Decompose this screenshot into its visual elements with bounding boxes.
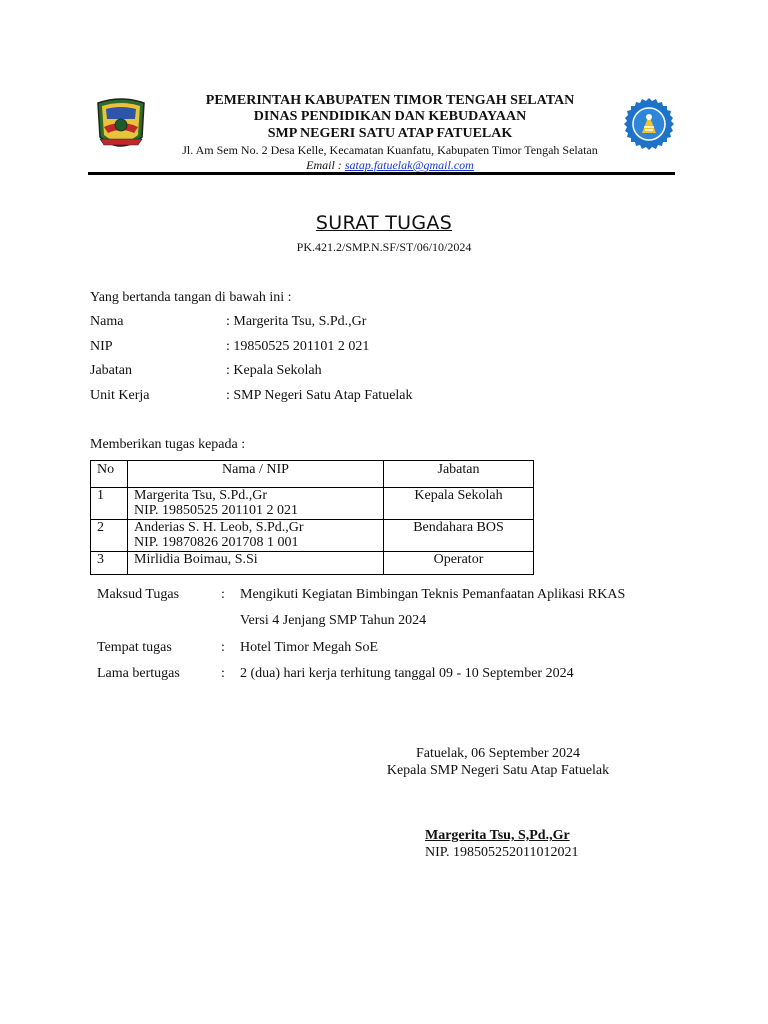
header-no: No xyxy=(91,461,128,488)
letterhead-divider xyxy=(88,172,675,175)
table-row xyxy=(91,520,534,552)
signer-nama-label: Nama xyxy=(90,314,124,329)
signer-unit-label: Unit Kerja xyxy=(90,388,150,403)
row-nama-nip xyxy=(128,520,384,552)
header-jabatan: Jabatan xyxy=(384,461,534,488)
table-row xyxy=(91,552,534,575)
kop-agency: DINAS PENDIDIKAN DAN KEBUDAYAAN xyxy=(253,109,527,124)
row-nama: Anderias S. H. Leob, S.Pd.,Gr xyxy=(134,520,304,535)
row-jabatan: Bendahara BOS xyxy=(384,520,534,552)
row-no: 1 xyxy=(91,488,128,520)
maksud-label: Maksud Tugas xyxy=(97,587,180,602)
row-no: 2 xyxy=(91,520,128,552)
document-number: PK.421.2/SMP.N.SF/ST/06/10/2024 xyxy=(296,240,472,254)
signer-jabatan-value: : Kepala Sekolah xyxy=(226,363,322,378)
signer-jabatan-label: Jabatan xyxy=(90,363,132,378)
tut-wuri-handayani-logo xyxy=(622,97,676,155)
assignment-intro: Memberikan tugas kepada : xyxy=(90,437,246,452)
lama-colon: : xyxy=(221,666,225,681)
row-nama-nip xyxy=(128,488,384,520)
row-jabatan: Operator xyxy=(384,552,534,575)
kop-address: Jl. Am Sem No. 2 Desa Kelle, Kecamatan Kuanfatu, Kabupaten Timor Tengah Selatan xyxy=(182,143,598,157)
signer-nip-label: NIP xyxy=(90,339,113,354)
lama-label: Lama bertugas xyxy=(97,666,180,681)
tempat-colon: : xyxy=(221,640,225,655)
tempat-value: Hotel Timor Megah SoE xyxy=(240,640,379,655)
maksud-value-line2: Versi 4 Jenjang SMP Tahun 2024 xyxy=(240,613,427,628)
email-label: Email : xyxy=(306,158,342,172)
signature-nip: NIP. 198505252011012021 xyxy=(425,845,579,860)
kop-school: SMP NEGERI SATU ATAP FATUELAK xyxy=(267,126,513,141)
signature-name: Margerita Tsu, S,Pd.,Gr xyxy=(425,828,570,843)
row-nip: NIP. 19850525 201101 2 021 xyxy=(134,503,298,518)
row-no: 3 xyxy=(91,552,128,575)
row-nama: Mirlidia Boimau, S.Si xyxy=(134,552,258,567)
row-jabatan: Kepala Sekolah xyxy=(384,488,534,520)
signer-unit-value: : SMP Negeri Satu Atap Fatuelak xyxy=(226,388,413,403)
signature-position: Kepala SMP Negeri Satu Atap Fatuelak xyxy=(386,763,610,778)
table-row xyxy=(91,488,534,520)
maksud-colon: : xyxy=(221,587,225,602)
signer-nip-value: : 19850525 201101 2 021 xyxy=(226,339,370,354)
row-nama-nip xyxy=(128,552,384,575)
lama-value: 2 (dua) hari kerja terhitung tanggal 09 - 10 September 2024 xyxy=(240,666,574,681)
tempat-label: Tempat tugas xyxy=(97,640,172,655)
header-nama: Nama / NIP xyxy=(128,461,384,488)
signer-nama-value: : Margerita Tsu, S.Pd.,Gr xyxy=(226,314,367,329)
kop-email xyxy=(150,158,630,172)
kop-government: PEMERINTAH KABUPATEN TIMOR TENGAH SELATAN xyxy=(205,93,575,108)
signature-place-date: Fatuelak, 06 September 2024 xyxy=(415,746,581,761)
assignment-table xyxy=(90,460,534,575)
signer-intro: Yang bertanda tangan di bawah ini : xyxy=(90,290,292,305)
row-nip: NIP. 19870826 201708 1 001 xyxy=(134,535,299,550)
row-nama: Margerita Tsu, S.Pd.,Gr xyxy=(134,488,268,503)
email-link[interactable]: satap.fatuelak@gmail.com xyxy=(344,158,474,172)
maksud-value-line1: Mengikuti Kegiatan Bimbingan Teknis Pemanfaatan Aplikasi RKAS xyxy=(240,587,626,602)
table-header-row xyxy=(91,461,534,488)
kabupaten-logo xyxy=(94,97,148,155)
document-title: SURAT TUGAS xyxy=(315,212,453,234)
